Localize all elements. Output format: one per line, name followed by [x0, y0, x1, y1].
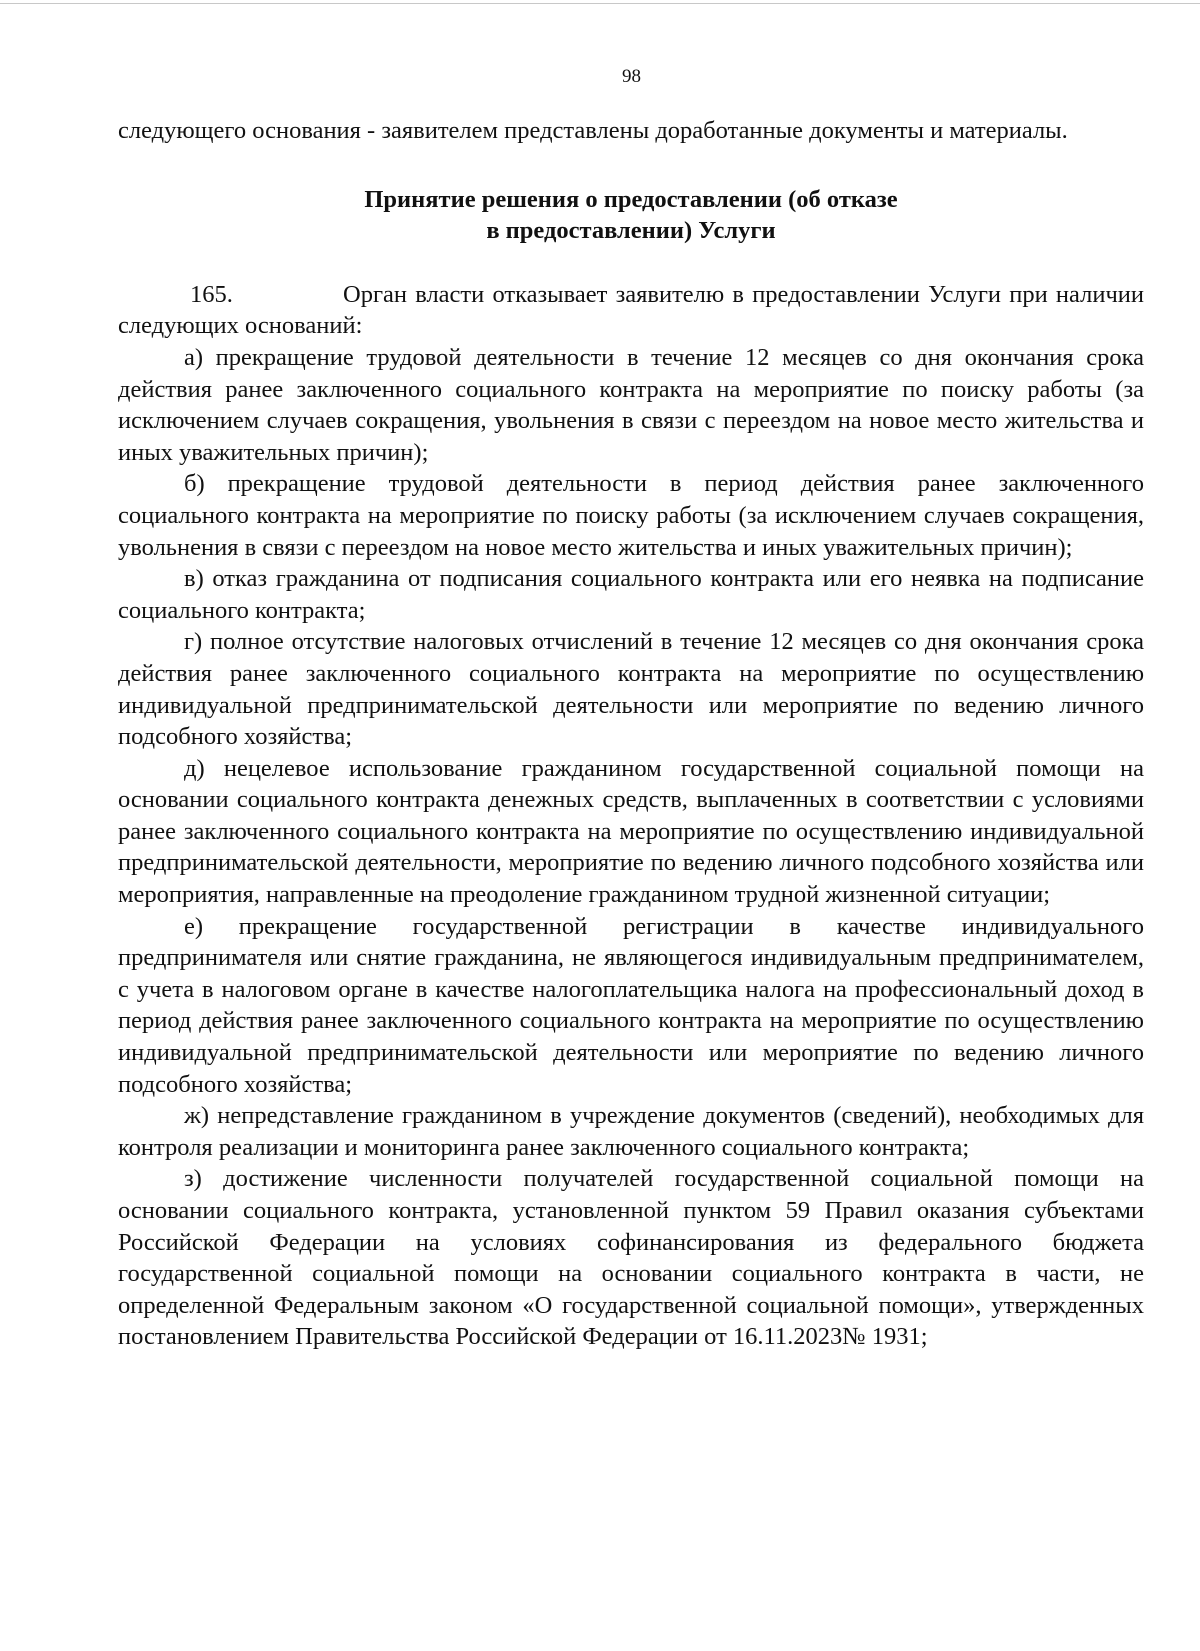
section-heading — [118, 184, 1144, 247]
continuation-paragraph: следующего основания - заявителем представлены доработанные документы и материалы. — [118, 117, 1068, 144]
list-item-d: д) нецелевое использование гражданином государственной социальной помощи на основании социального контракта денежных средств, выплаченных в соответствии с условиями ранее заключенного социального контракта на мероприятие по осуществлению индивидуальной предпринимательской деятельности, мероприятие по ведению личного подсобного хозяйства или мероприятия, направленные на преодоление гражданином трудной жизненной ситуации; — [118, 754, 1144, 909]
scan-edge-line — [0, 3, 1200, 4]
list-item-e: е) прекращение государственной регистрации в качестве индивидуального предпринимателя или снятие гражданина, не являющегося индивидуальным предпринимателем, с учета в налоговом органе в качестве налогоплательщика налога на профессиональный доход в период действия ранее заключенного социального контракта на мероприятие по осуществлению индивидуальной предпринимательской деятельности или мероприятие по ведению личного подсобного хозяйства; — [118, 912, 1144, 1098]
list-item-v: в) отказ гражданина от подписания социального контракта или его неявка на подписание социального контракта; — [118, 565, 1144, 624]
clause-165-paragraph — [118, 279, 1144, 342]
page-number: 98 — [622, 66, 641, 87]
document-body — [118, 115, 1144, 1353]
list-item-zh: ж) непредставление гражданином в учреждение документов (сведений), необходимых для контроля реализации и мониторинга ранее заключенного социального контракта; — [118, 1102, 1144, 1161]
list-item-z: з) достижение численности получателей государственной социальной помощи на основании социального контракта, установленной пунктом 59 Правил оказания субъектами Российской Федерации на условиях софинансирования из федерального бюджета государственной социальной помощи на основании социального контракта в части, не определенной Федеральным законом «О государственной социальной помощи», утвержденных постановлением Правительства Российской Федерации от 16.11.2023№ 1931; — [118, 1165, 1144, 1351]
section-heading-line-2: в предоставлении) Услуги — [486, 217, 776, 245]
list-item-b: б) прекращение трудовой деятельности в период действия ранее заключенного социального контракта на мероприятие по поиску работы (за исключением случаев сокращения, увольнения в связи с переездом на новое место жительства и иных уважительных причин); — [118, 470, 1144, 561]
clause-number: 165. — [190, 280, 233, 308]
clause-intro-text: Орган власти отказывает заявителю в предоставлении Услуги при наличии следующих оснований: — [118, 280, 1144, 340]
section-heading-line-1: Принятие решения о предоставлении (об отказе — [364, 185, 898, 213]
list-item-a: а) прекращение трудовой деятельности в течение 12 месяцев со дня окончания срока действия ранее заключенного социального контракта на мероприятие по поиску работы (за исключением случаев сокращения, увольнения в связи с переездом на новое место жительства и иных уважительных причин); — [118, 343, 1144, 466]
list-item-g: г) полное отсутствие налоговых отчислений в течение 12 месяцев со дня окончания срока действия ранее заключенного социального контракта на мероприятие по осуществлению индивидуальной предпринимательской деятельности или мероприятие по ведению личного подсобного хозяйства; — [118, 628, 1144, 751]
